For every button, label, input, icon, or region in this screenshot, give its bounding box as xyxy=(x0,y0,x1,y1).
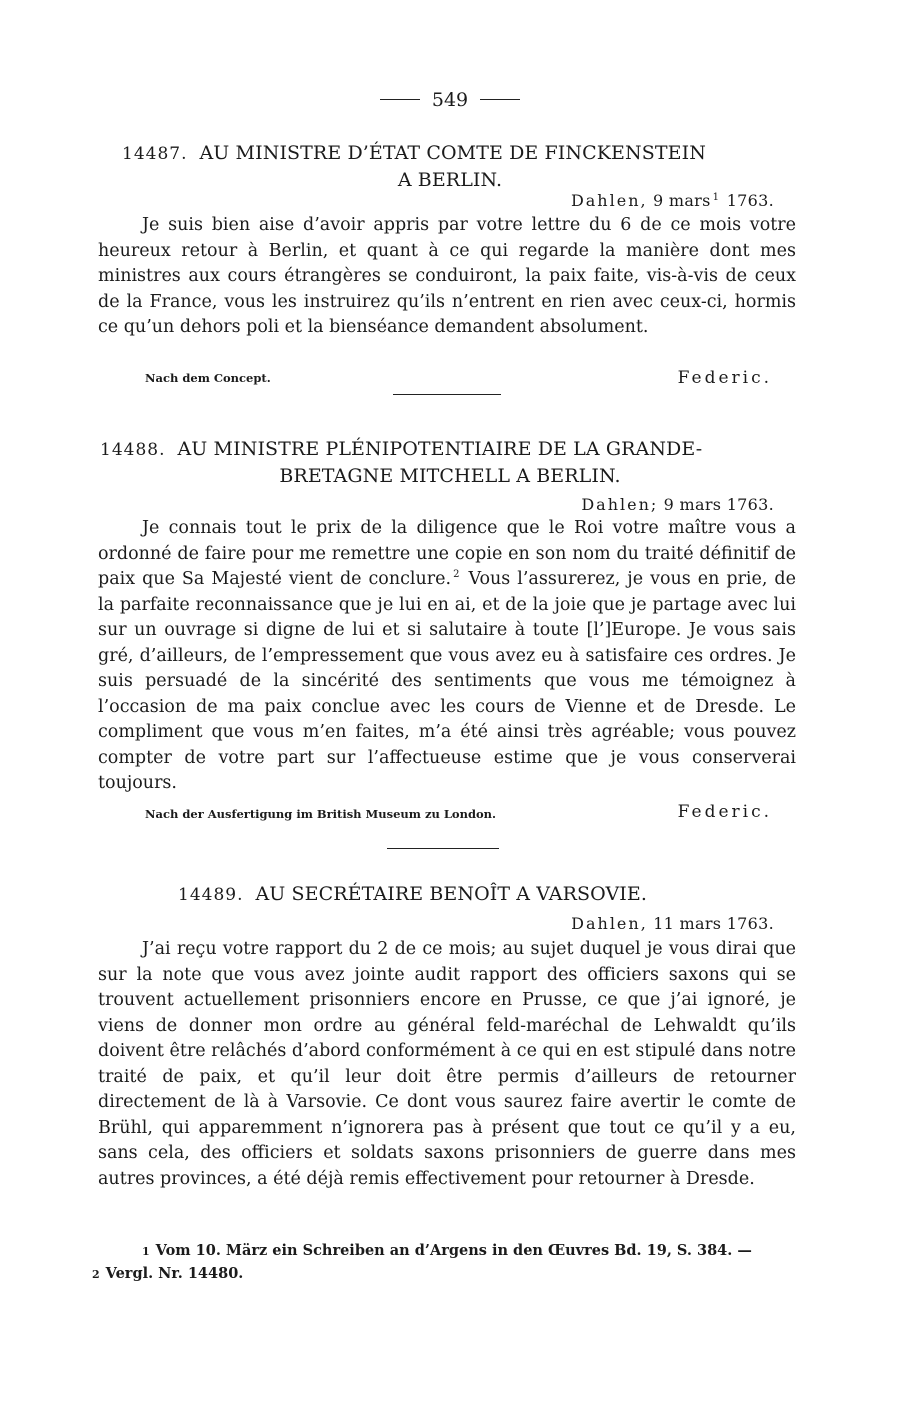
footnotes xyxy=(92,1240,808,1286)
date-place: Dahlen; xyxy=(581,495,659,514)
footnote-mark: 1 xyxy=(142,1245,150,1258)
letter-title-line2: BRETAGNE MITCHELL A BERLIN. xyxy=(279,465,621,487)
date-text: 9 mars xyxy=(652,191,711,210)
letter-body-14488 xyxy=(98,516,796,797)
footnote-ref: 2 xyxy=(453,569,460,581)
date-text: 9 mars 1763. xyxy=(663,495,774,514)
footnote-1 xyxy=(92,1240,808,1263)
letter-title-line1: AU MINISTRE PLÉNIPOTENTIAIRE DE LA GRANDE- xyxy=(177,438,703,460)
letter-number: 14488. xyxy=(100,440,166,460)
page-number-dash-left xyxy=(380,99,420,100)
footnote-text: Vergl. Nr. 14480. xyxy=(105,1265,244,1282)
letter-paragraph: Je suis bien aise d’avoir appris par votre lettre du 6 de ce mois votre heureux retour à Berlin, et quant à ce qui regarde la manière dont mes ministres aux cours étrangères se conduiront, la paix faite, vis-à-vis de ceux de la France, vous les instruirez qu’ils n’entrent en rien avec ceux-ci, hormis ce qu’un dehors poli et la bienséance demandent absolument. xyxy=(98,215,796,337)
signature: Federic. xyxy=(677,802,772,822)
letter-dateline xyxy=(571,190,774,212)
letter-title-line1: AU SECRÉTAIRE BENOÎT A VARSOVIE. xyxy=(255,883,647,905)
letter-heading-14487 xyxy=(100,140,800,193)
paragraph-text: Je connais tout le prix de la diligence que le Roi votre maître vous a ordonné de faire pour me remettre une copie en son nom du traité définitif de paix que Sa Majesté vient de conclure. xyxy=(98,518,796,589)
letter-title-line1: AU MINISTRE D’ÉTAT COMTE DE FINCKENSTEIN xyxy=(199,142,706,164)
footnote-text: Vom 10. März ein Schreiben an d’Argens in den Œuvres Bd. 19, S. 384. — xyxy=(155,1242,752,1259)
section-divider xyxy=(393,394,501,395)
page-header xyxy=(0,88,900,112)
footnote-2 xyxy=(92,1263,808,1286)
letter-dateline xyxy=(571,913,774,935)
letter-heading-14488 xyxy=(100,436,800,489)
footnote-ref: 1 xyxy=(712,191,720,203)
footnote-mark: 2 xyxy=(92,1268,100,1281)
letter-body-14487 xyxy=(98,213,796,341)
letter-paragraph xyxy=(98,516,796,797)
signature: Federic. xyxy=(677,368,772,388)
date-text: 11 mars 1763. xyxy=(653,914,774,933)
source-note: Nach der Ausfertigung im British Museum zu London. xyxy=(145,807,497,821)
page-number: 549 xyxy=(431,89,469,111)
letter-heading-14489 xyxy=(100,881,800,908)
source-note: Nach dem Concept. xyxy=(145,371,271,385)
date-year: 1763. xyxy=(726,191,774,210)
page-number-dash-right xyxy=(480,99,520,100)
letter-body-14489 xyxy=(98,937,796,1192)
date-place: Dahlen, xyxy=(570,191,648,210)
letter-title-line2: A BERLIN. xyxy=(397,169,503,191)
letter-number: 14489. xyxy=(178,885,244,905)
section-divider xyxy=(387,848,499,849)
letter-paragraph: J’ai reçu votre rapport du 2 de ce mois; au sujet duquel je vous dirai que sur la note que vous avez jointe audit rapport des officiers saxons qui se trouvent actuellement prisonniers encore en Prusse, ce que j’ai ignoré, je viens de donner mon ordre au général feld-maréchal de Lehwaldt qu’ils doivent être relâchés d’abord conformément à ce qui en est stipulé dans notre traité de paix, et qu’il leur doit être permis d’ailleurs de retourner directement de là à Varsovie. Ce dont vous saurez faire avertir le comte de Brühl, qui apparemment n’ignorera pas à présent que tout ce qu’il y a eu, sans cela, des officiers et soldats saxons prisonniers de guerre dans mes autres provinces, a été déjà remis effectivement pour retourner à Dresde. xyxy=(98,939,796,1189)
letter-number: 14487. xyxy=(122,144,188,164)
letter-dateline xyxy=(581,494,774,516)
date-place: Dahlen, xyxy=(571,914,648,933)
paragraph-text: Vous l’assurerez, je vous en prie, de la parfaite reconnaissance que je lui en ai, et de la joie que je partage avec lui sur un ouvrage si digne de lui et si salutaire à toute [l’]Europe. Je vous sais gré, d’ailleurs, de l’empressement que vous avez eu à satisfaire ces ordres. Je suis persuadé de la sincérité des sentiments que vous me témoignez à l’occasion de ma paix conclue avec les cours de Vienne et de Dresde. Le compliment que vous m’en faites, m’a été ainsi très agréable; vous pouvez compter de votre part sur l’affectueuse estime que je vous conserverai toujours. xyxy=(98,569,796,793)
